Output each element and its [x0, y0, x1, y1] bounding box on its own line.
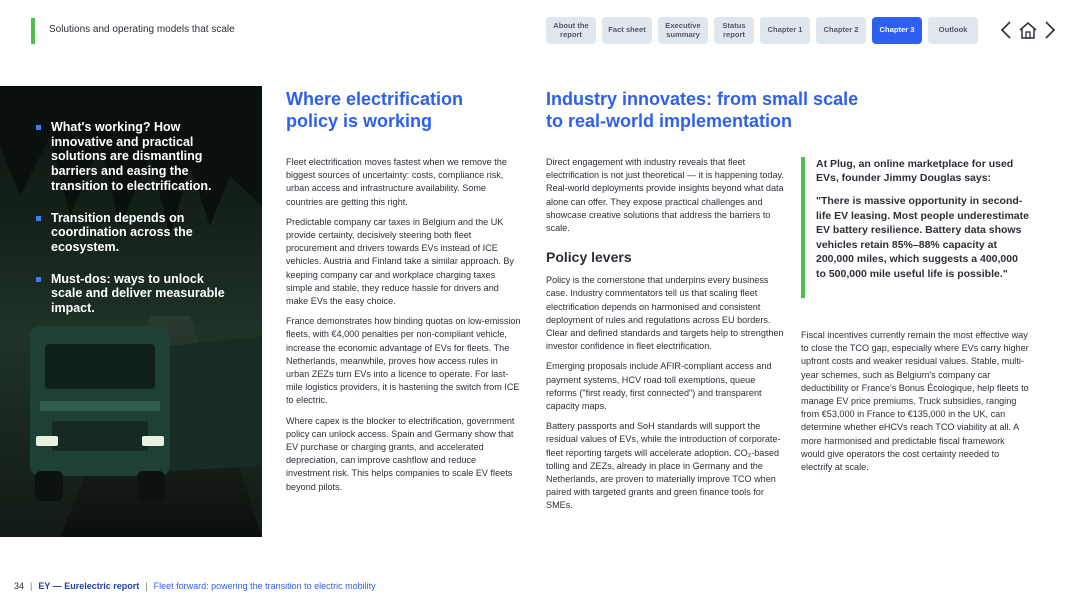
bullet-square-icon — [36, 125, 41, 130]
chevron-right-icon[interactable] — [1044, 20, 1056, 40]
paragraph: Where capex is the blocker to electrification, government policy can unlock access. Spain and Germany show that EV purchase or charging grants, and accelerated depreciation, can improve cashflow and reduce investment risk. This helps companies to scale EV fleets beyond pilots. — [286, 415, 515, 492]
quote-block — [816, 157, 1030, 281]
section-title: Solutions and operating models that scale — [49, 24, 235, 35]
paragraph: Direct engagement with industry reveals that fleet electrification is not just theoretical — it is happening today. Real-world deployments provide insights beyond what data alone can offer. They expose practical challenges and showcase creative solutions that address the barriers to scale. — [546, 157, 784, 234]
tab-status-report[interactable]: Status report — [714, 17, 754, 44]
chevron-left-icon[interactable] — [1000, 20, 1012, 40]
policy-heading: Where electrification policy is working — [286, 89, 464, 131]
page-number: 34 — [14, 581, 25, 591]
paragraph: Policy is the cornerstone that underpins every business case. Industry commentators tell us that scaling fleet electrification depends on harmonised and consistent deployment of rules and regulations across EU borders. Clear and defined standards and targets help to strengthen investor confidence in fleet electrification. — [546, 275, 784, 352]
quote-accent-bar — [801, 157, 805, 298]
column-policy — [286, 88, 522, 494]
column-industry — [546, 88, 859, 513]
tab-about-the-report[interactable]: About the report — [546, 17, 596, 44]
hero-bullet: What's working? How innovative and practical solutions are dismantling barriers and easing the transition to electrification. — [36, 120, 226, 194]
bullet-square-icon — [36, 216, 41, 221]
header-accent-bar — [31, 18, 35, 44]
hero-bullet-list — [36, 120, 226, 333]
home-icon[interactable] — [1018, 20, 1038, 40]
paragraph: Battery passports and SoH standards will support the residual values of EVs, while the introduction of corporate-fleet reporting targets will accelerate adoption. CO₂-based tolling and ZEZs, already in place in Germany and the Netherlands, are proven to materially improve TCO when paired with targeted grants and green finance tools for SMEs. — [546, 421, 781, 511]
tab-chapter-1[interactable]: Chapter 1 — [760, 17, 810, 44]
footer-separator: | — [145, 581, 148, 591]
hero-bullet: Must-dos: ways to unlock scale and deliver measurable impact. — [36, 272, 226, 316]
paragraph: Emerging proposals include AFIR-compliant access and payment systems, HCV road toll exemptions, queue reforms ("first ready, first connected") and transparent capacity maps. — [546, 361, 772, 412]
tab-chapter-2[interactable]: Chapter 2 — [816, 17, 866, 44]
paragraph: Predictable company car taxes in Belgium and the UK provide certainty, decisively steering both fleet procurement and drivers towards EVs instead of ICE vehicles. Austria and Finland take a similar approach. By keeping company car and workplace charging taxes simple and stable, they reduce hassle for drivers and make EVs the easy choice. — [286, 216, 514, 307]
chapter-nav — [546, 17, 978, 44]
footer-subtitle: Fleet forward: powering the transition to electric mobility — [153, 581, 376, 591]
tab-executive-summary[interactable]: Executive summary — [658, 17, 708, 44]
footer-brand: EY — Eurelectric report — [38, 581, 140, 591]
hero-bullet: Transition depends on coordination across the ecosystem. — [36, 211, 226, 255]
footer — [14, 581, 376, 591]
hero-truck-image — [0, 86, 262, 537]
paragraph: France demonstrates how binding quotas on low-emission fleets, with €4,000 penalties per non-compliant vehicle, increase the economic advantage of EVs for fleets. The Netherlands, meanwhile, proves how access rules in urban ZEZs turn EVs into a licence to operate. For last-mile logistics providers, it is hastening the switch from ICE to electric. — [286, 316, 521, 406]
quote-intro: At Plug, an online marketplace for used EVs, founder Jimmy Douglas says: — [816, 158, 1014, 184]
page-nav-icons — [1000, 20, 1056, 40]
tab-fact-sheet[interactable]: Fact sheet — [602, 17, 652, 44]
quote-text: "There is massive opportunity in second-life EV leasing. Most people underestimate EV battery resilience. Battery data shows vehicles retain 85%–88% capacity at 200,000 miles, which suggests a 400,000 to 500,000 mile useful life is possible." — [816, 195, 1029, 280]
tab-chapter-3[interactable]: Chapter 3 — [872, 17, 922, 44]
bullet-square-icon — [36, 277, 41, 282]
policy-levers-heading: Policy levers — [546, 249, 632, 266]
tab-outlook[interactable]: Outlook — [928, 17, 978, 44]
paragraph: Fleet electrification moves fastest when we remove the biggest sources of uncertainty: costs, compliance risk, urban access and infrastructure availability. Some countries are getting this right. — [286, 157, 507, 207]
paragraph: Fiscal incentives currently remain the most effective way to close the TCO gap, especially where EVs carry higher upfront costs and weaker residual values. Stable, multi-year schemes, such as Belgium's company car deductibility or France's Bonus Écologique, help fleets to manage EV price premiums. Truck subsidies, ranging from €53,000 in France to €135,000 in the UK, can determine whether eHCVs reach TCO viability at all. A more harmonised and predictable fiscal framework would give operators the cost certainty needed to electrify at scale. — [801, 330, 1029, 473]
footer-separator: | — [30, 581, 33, 591]
column-fiscal — [801, 329, 1029, 474]
industry-heading: Industry innovates: from small scale to real-world implementation — [546, 89, 859, 131]
